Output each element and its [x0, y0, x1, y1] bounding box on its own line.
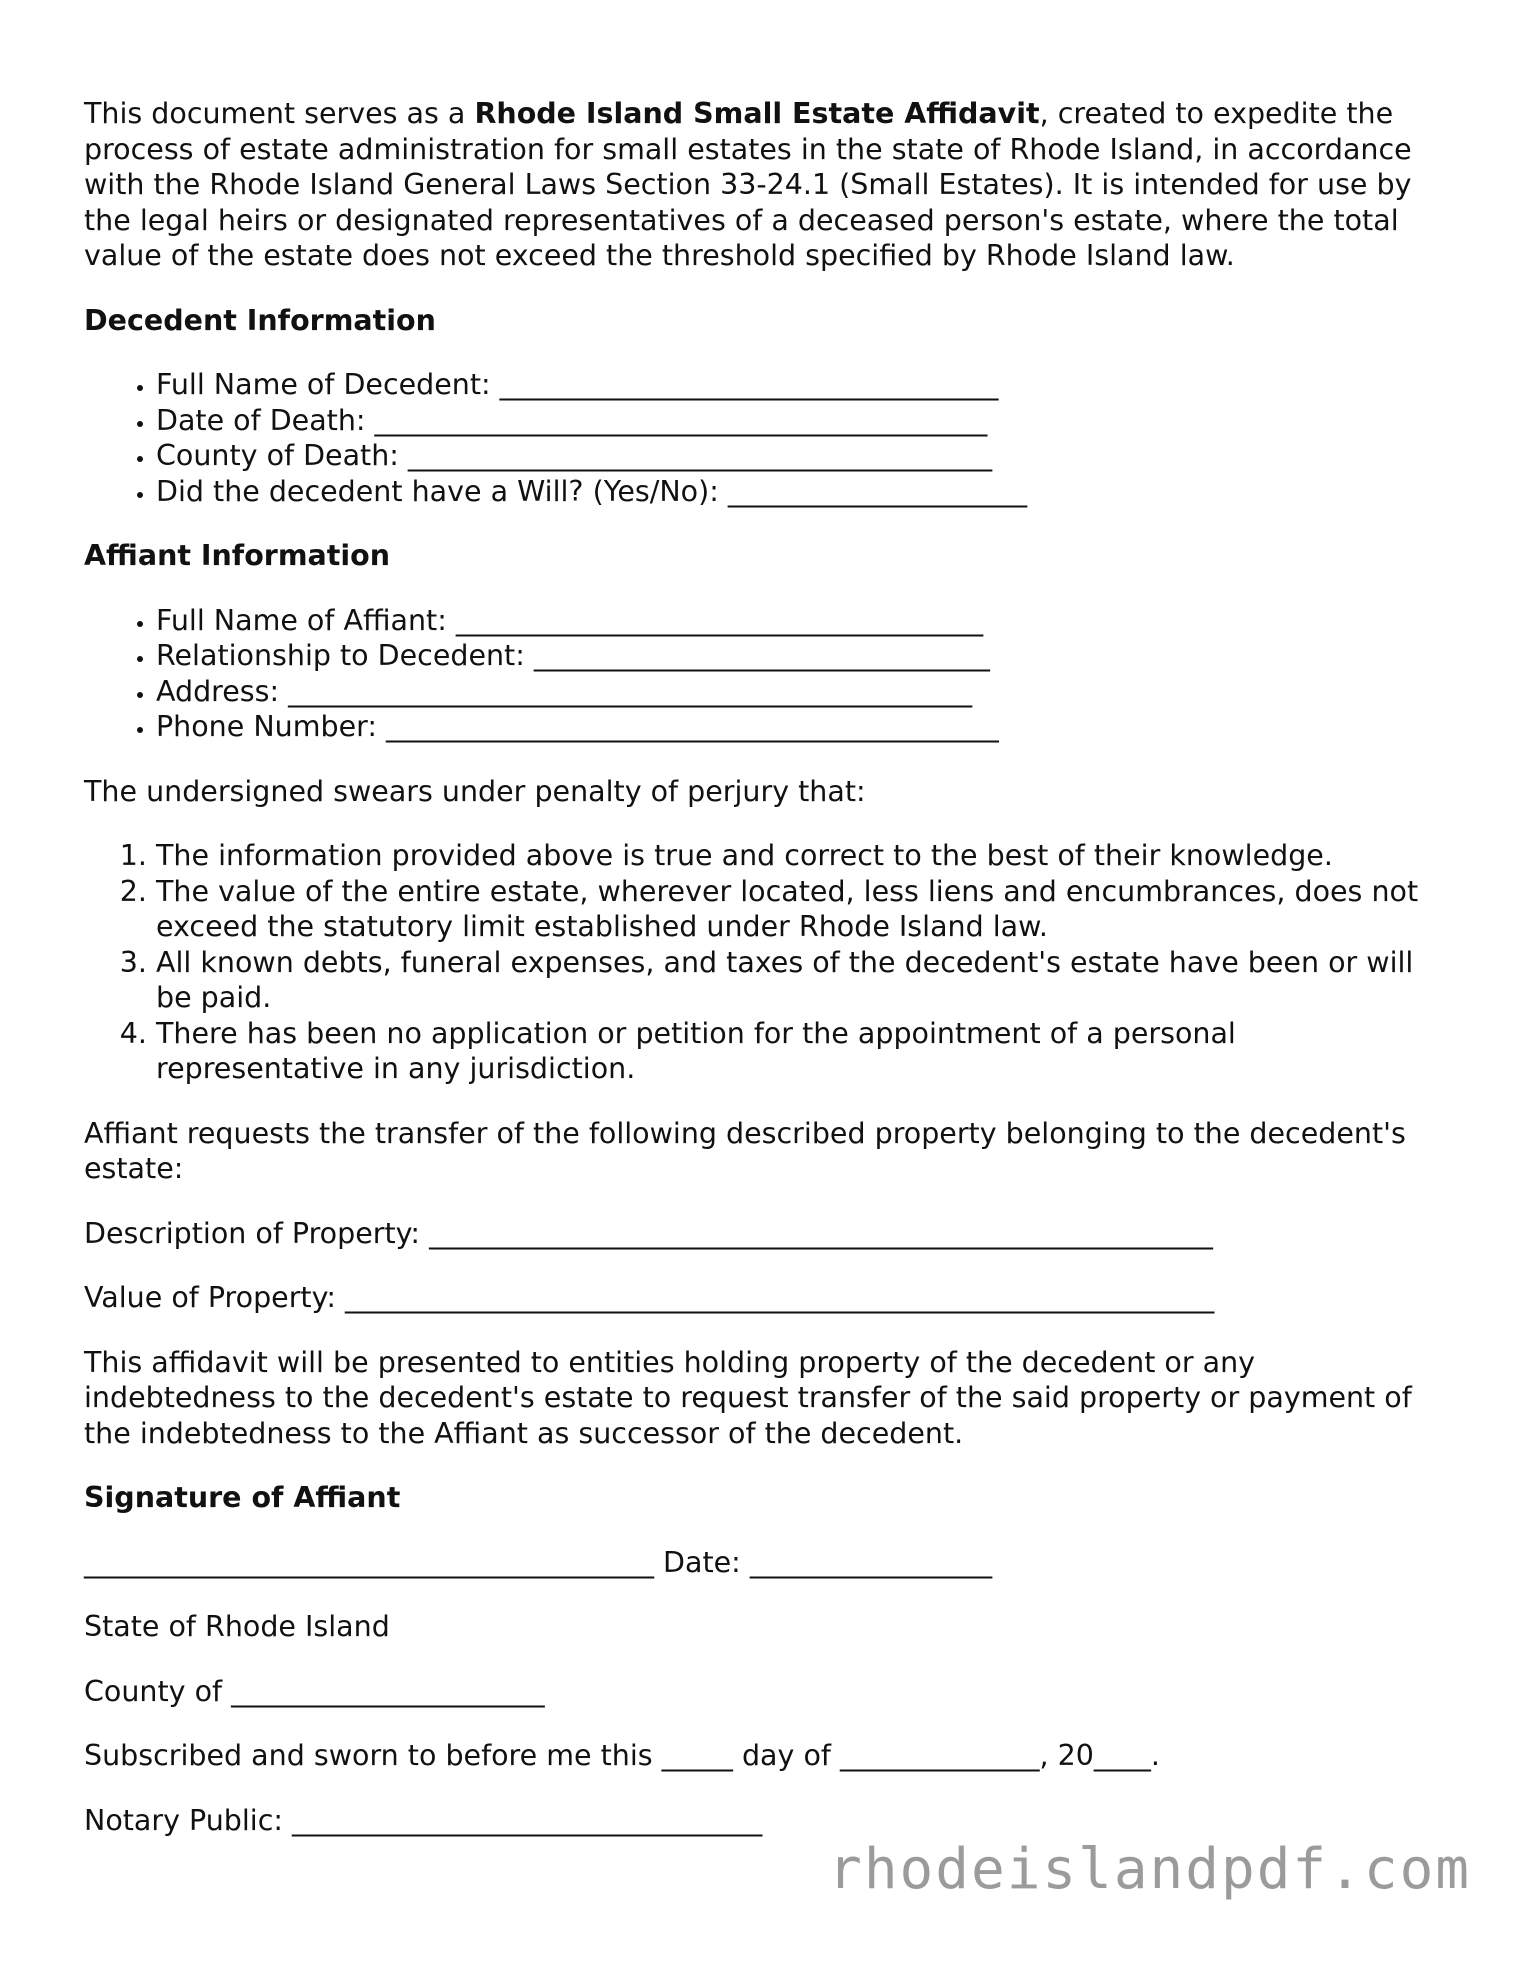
signature-date-line[interactable]: ________________________________________ Date: _________________ — [84, 1545, 993, 1579]
affiant-full-name-field[interactable]: • Full Name of Affiant: _____________________________________ — [156, 603, 1434, 639]
decedent-date-of-death-field[interactable]: • Date of Death: ___________________________________________ — [156, 403, 1434, 439]
notary-public-field[interactable]: Notary Public: _________________________________ — [84, 1803, 763, 1837]
decedent-county-of-death-field[interactable]: • County of Death: _________________________________________ — [156, 438, 1434, 474]
decedent-list — [84, 367, 1434, 509]
affiant-relationship-field[interactable]: • Relationship to Decedent: ________________________________ — [156, 638, 1434, 674]
decedent-heading: Decedent Information — [84, 303, 436, 337]
property-description-field[interactable]: Description of Property: _______________________________________________________ — [84, 1216, 1213, 1250]
oath-list — [84, 838, 1434, 1087]
oath-item: 4. There has been no application or petition for the appointment of a personal representative in any jurisdiction. — [156, 1016, 1434, 1087]
notary-sworn-line[interactable]: Subscribed and sworn to before me this _____ day of ______________, 20____. — [84, 1739, 1160, 1772]
site-watermark: rhodeislandpdf.com — [828, 1837, 1471, 1902]
affiant-list — [84, 603, 1434, 745]
presentation-paragraph: This affidavit will be presented to entities holding property of the decedent or any indebtedness to the decedent's estate to request transfer of the said property or payment of the indebtedness to the Affiant as successor of the decedent. — [84, 1345, 1412, 1450]
affiant-phone-field[interactable]: • Phone Number: ___________________________________________ — [156, 709, 1434, 745]
decedent-will-field[interactable]: • Did the decedent have a Will? (Yes/No): _____________________ — [156, 474, 1434, 510]
intro-text-after: , created to expedite the process of estate administration for small estates in the state of Rhode Island, in accordance with the Rhode Island General Laws Section 33-24.1 (Small Estates). It is intended for use by the legal heirs or designated representatives of a deceased person's estate, where the total value of the estate does not exceed the threshold specified by Rhode Island law. — [84, 97, 1412, 272]
intro-text-before: This document serves as a — [84, 97, 475, 130]
notary-county-field[interactable]: County of ______________________ — [84, 1674, 545, 1708]
intro-form-title: Rhode Island Small Estate Affidavit — [474, 97, 1040, 130]
notary-state: State of Rhode Island — [84, 1610, 390, 1643]
oath-item: 3. All known debts, funeral expenses, and taxes of the decedent's estate have been or will be paid. — [156, 945, 1434, 1016]
transfer-request: Affiant requests the transfer of the following described property belonging to the decedent's estate: — [84, 1116, 1406, 1185]
decedent-full-name-field[interactable]: • Full Name of Decedent: ___________________________________ — [156, 367, 1434, 403]
affiant-heading: Affiant Information — [84, 539, 391, 572]
signature-heading: Signature of Affiant — [84, 1481, 401, 1514]
oath-item: 2. The value of the entire estate, wherever located, less liens and encumbrances, does not exceed the statutory limit established under Rhode Island law. — [156, 874, 1434, 945]
property-value-field[interactable]: Value of Property: _____________________________________________________________ — [84, 1281, 1215, 1314]
oath-item: 1. The information provided above is true and correct to the best of their knowledge. — [156, 838, 1434, 874]
affiant-address-field[interactable]: • Address: ________________________________________________ — [156, 674, 1434, 710]
oath-intro: The undersigned swears under penalty of perjury that: — [84, 774, 866, 808]
intro-paragraph — [84, 96, 1434, 274]
document-page — [84, 96, 1434, 1867]
